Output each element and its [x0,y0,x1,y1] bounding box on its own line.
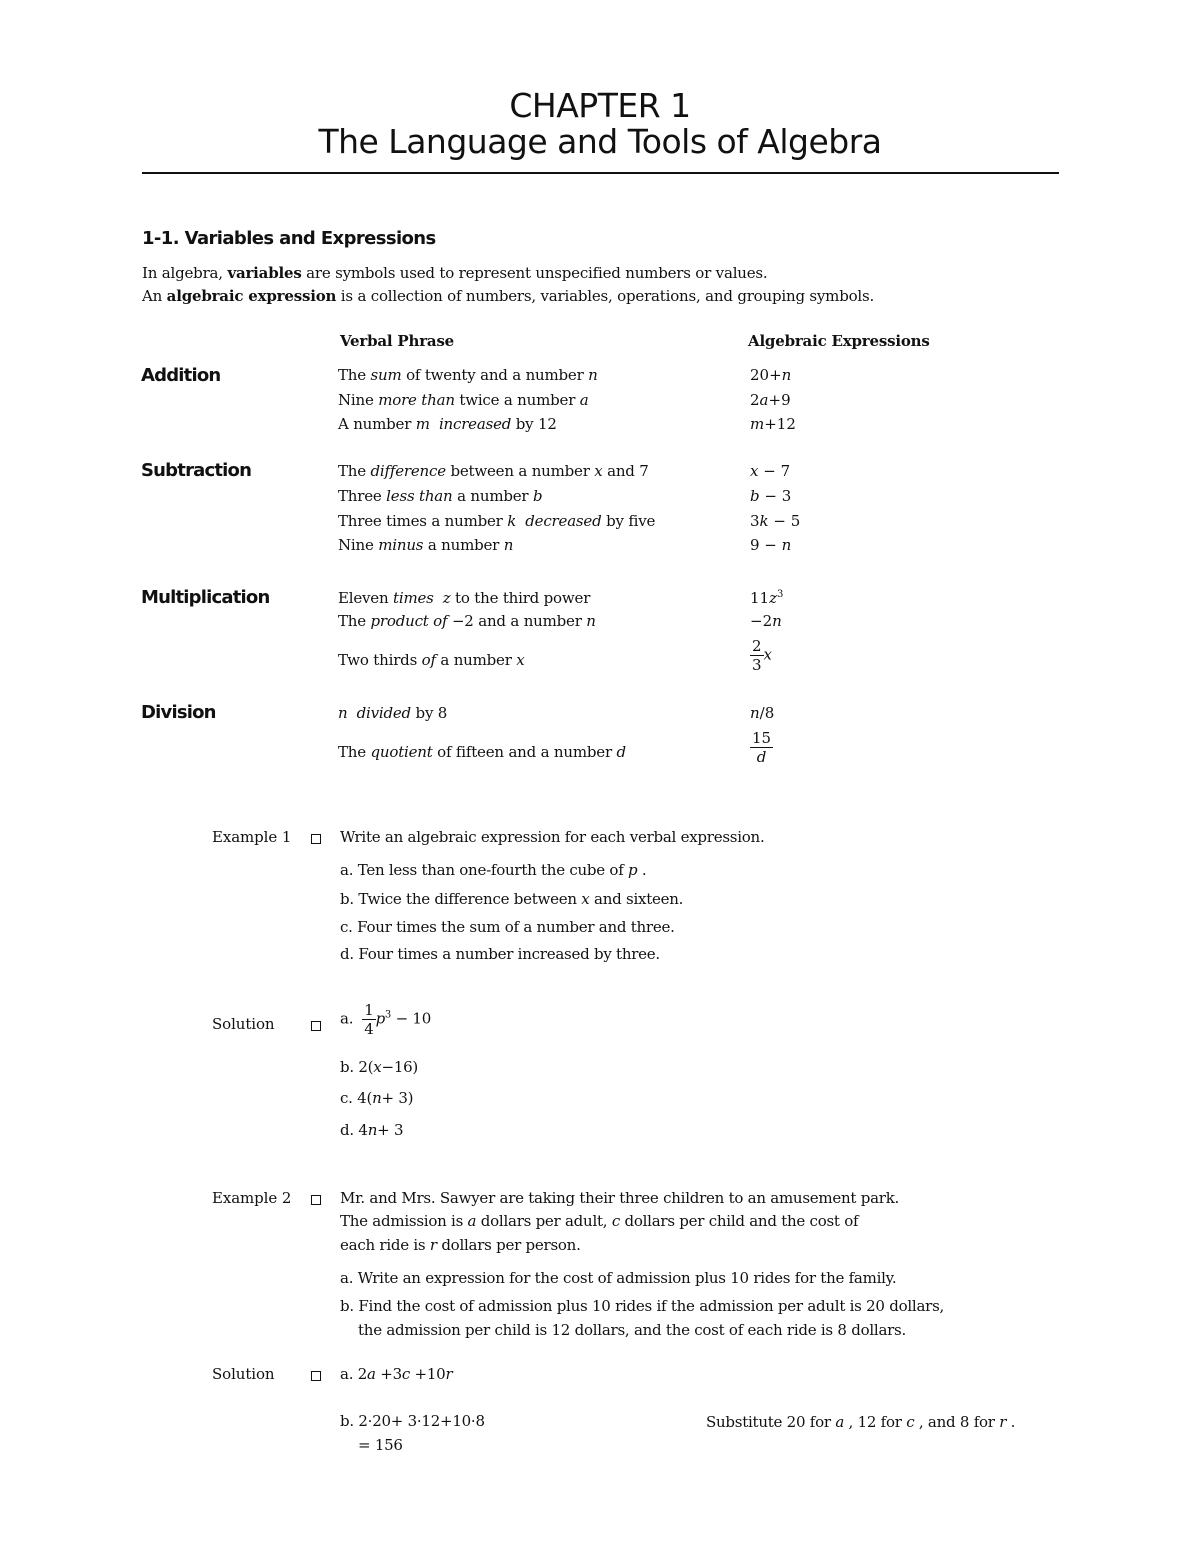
solution-1-part-c: c. 4(n+ 3) [340,1089,414,1107]
phrase-row: The product of −2 and a number n [338,612,596,630]
example-2-line-2: The admission is a dollars per adult, c dollars per child and the cost of [340,1212,859,1230]
solution-1-part-d: d. 4n+ 3 [340,1121,404,1139]
phrase-row: Eleven times z to the third power [338,589,591,607]
expression-row: n/8 [750,704,775,722]
category-division: Division [141,702,216,723]
expression-row: 3k − 5 [750,512,801,530]
solution-2-part-a: a. 2a +3c +10r [340,1365,453,1383]
header-algebraic-expressions: Algebraic Expressions [748,332,930,350]
example-2-line-1: Mr. and Mrs. Sawyer are taking their three children to an amusement park. [340,1189,900,1207]
solution-2-result: = 156 [358,1436,403,1454]
solution-1-label: Solution [212,1015,275,1033]
expression-row: $\frac{2}{3}$ x [752,637,773,674]
example-1-prompt: Write an algebraic expression for each verbal expression. [340,828,765,846]
expression-row: −2n [750,612,782,630]
solution-1-part-a: a. $\frac{1}{4}$ $p^3 - 10$ [340,1001,431,1038]
phrase-row: The quotient of fifteen and a number d [338,743,626,761]
expression-row: $11z^3$ [750,589,784,607]
phrase-row: The difference between a number x and 7 [338,462,649,480]
bullet-box-icon [311,1371,321,1381]
phrase-row: Two thirds of a number x [338,651,525,669]
bullet-box-icon [311,834,321,844]
phrase-row: n divided by 8 [338,704,448,722]
example-2-part-b: b. Find the cost of admission plus 10 rides if the admission per adult is 20 dollars, [340,1297,945,1315]
intro-line-2: An algebraic expression is a collection of numbers, variables, operations, and grouping symbols. [142,287,875,305]
intro-line-1: In algebra, variables are symbols used to represent unspecified numbers or values. [142,264,768,282]
example-1-part-b: b. Twice the difference between x and sixteen. [340,890,684,908]
bullet-box-icon [311,1195,321,1205]
example-1-label: Example 1 [212,828,292,846]
solution-1-part-b: b. 2(x−16) [340,1058,419,1076]
category-subtraction: Subtraction [141,460,252,481]
example-1-part-c: c. Four times the sum of a number and three. [340,918,675,936]
expression-row: m+12 [750,415,796,433]
solution-2-label: Solution [212,1365,275,1383]
expression-row: 2a+9 [750,391,791,409]
example-1-part-a: a. Ten less than one-fourth the cube of p . [340,861,647,879]
example-2-line-3: each ride is r dollars per person. [340,1236,581,1254]
phrase-row: Nine more than twice a number a [338,391,589,409]
phrase-row: A number m increased by 12 [338,415,557,433]
expression-row: x − 7 [750,462,791,480]
expression-row: $\frac{15}{d}$ [752,729,772,766]
example-2-label: Example 2 [212,1189,292,1207]
category-multiplication: Multiplication [141,587,270,608]
bullet-box-icon [311,1021,321,1031]
phrase-row: Three times a number k decreased by five [338,512,656,530]
category-addition: Addition [141,365,221,386]
phrase-row: The sum of twenty and a number n [338,366,598,384]
example-2-part-a: a. Write an expression for the cost of admission plus 10 rides for the family. [340,1269,897,1287]
expression-row: 9 − n [750,536,792,554]
chapter-title: The Language and Tools of Algebra [318,122,882,161]
title-divider [142,172,1059,174]
example-2-part-b-continued: the admission per child is 12 dollars, and the cost of each ride is 8 dollars. [358,1321,907,1339]
phrase-row: Nine minus a number n [338,536,514,554]
expression-row: 20+n [750,366,792,384]
example-1-part-d: d. Four times a number increased by three. [340,945,660,963]
phrase-row: Three less than a number b [338,487,543,505]
solution-2-part-b: b. 2·20+ 3·12+10·8 [340,1412,485,1430]
substitution-note: Substitute 20 for a , 12 for c , and 8 for r . [706,1413,1016,1431]
section-heading: 1-1. Variables and Expressions [142,228,436,249]
expression-row: b − 3 [750,487,792,505]
chapter-label: CHAPTER 1 [509,86,691,125]
header-verbal-phrase: Verbal Phrase [340,332,455,350]
